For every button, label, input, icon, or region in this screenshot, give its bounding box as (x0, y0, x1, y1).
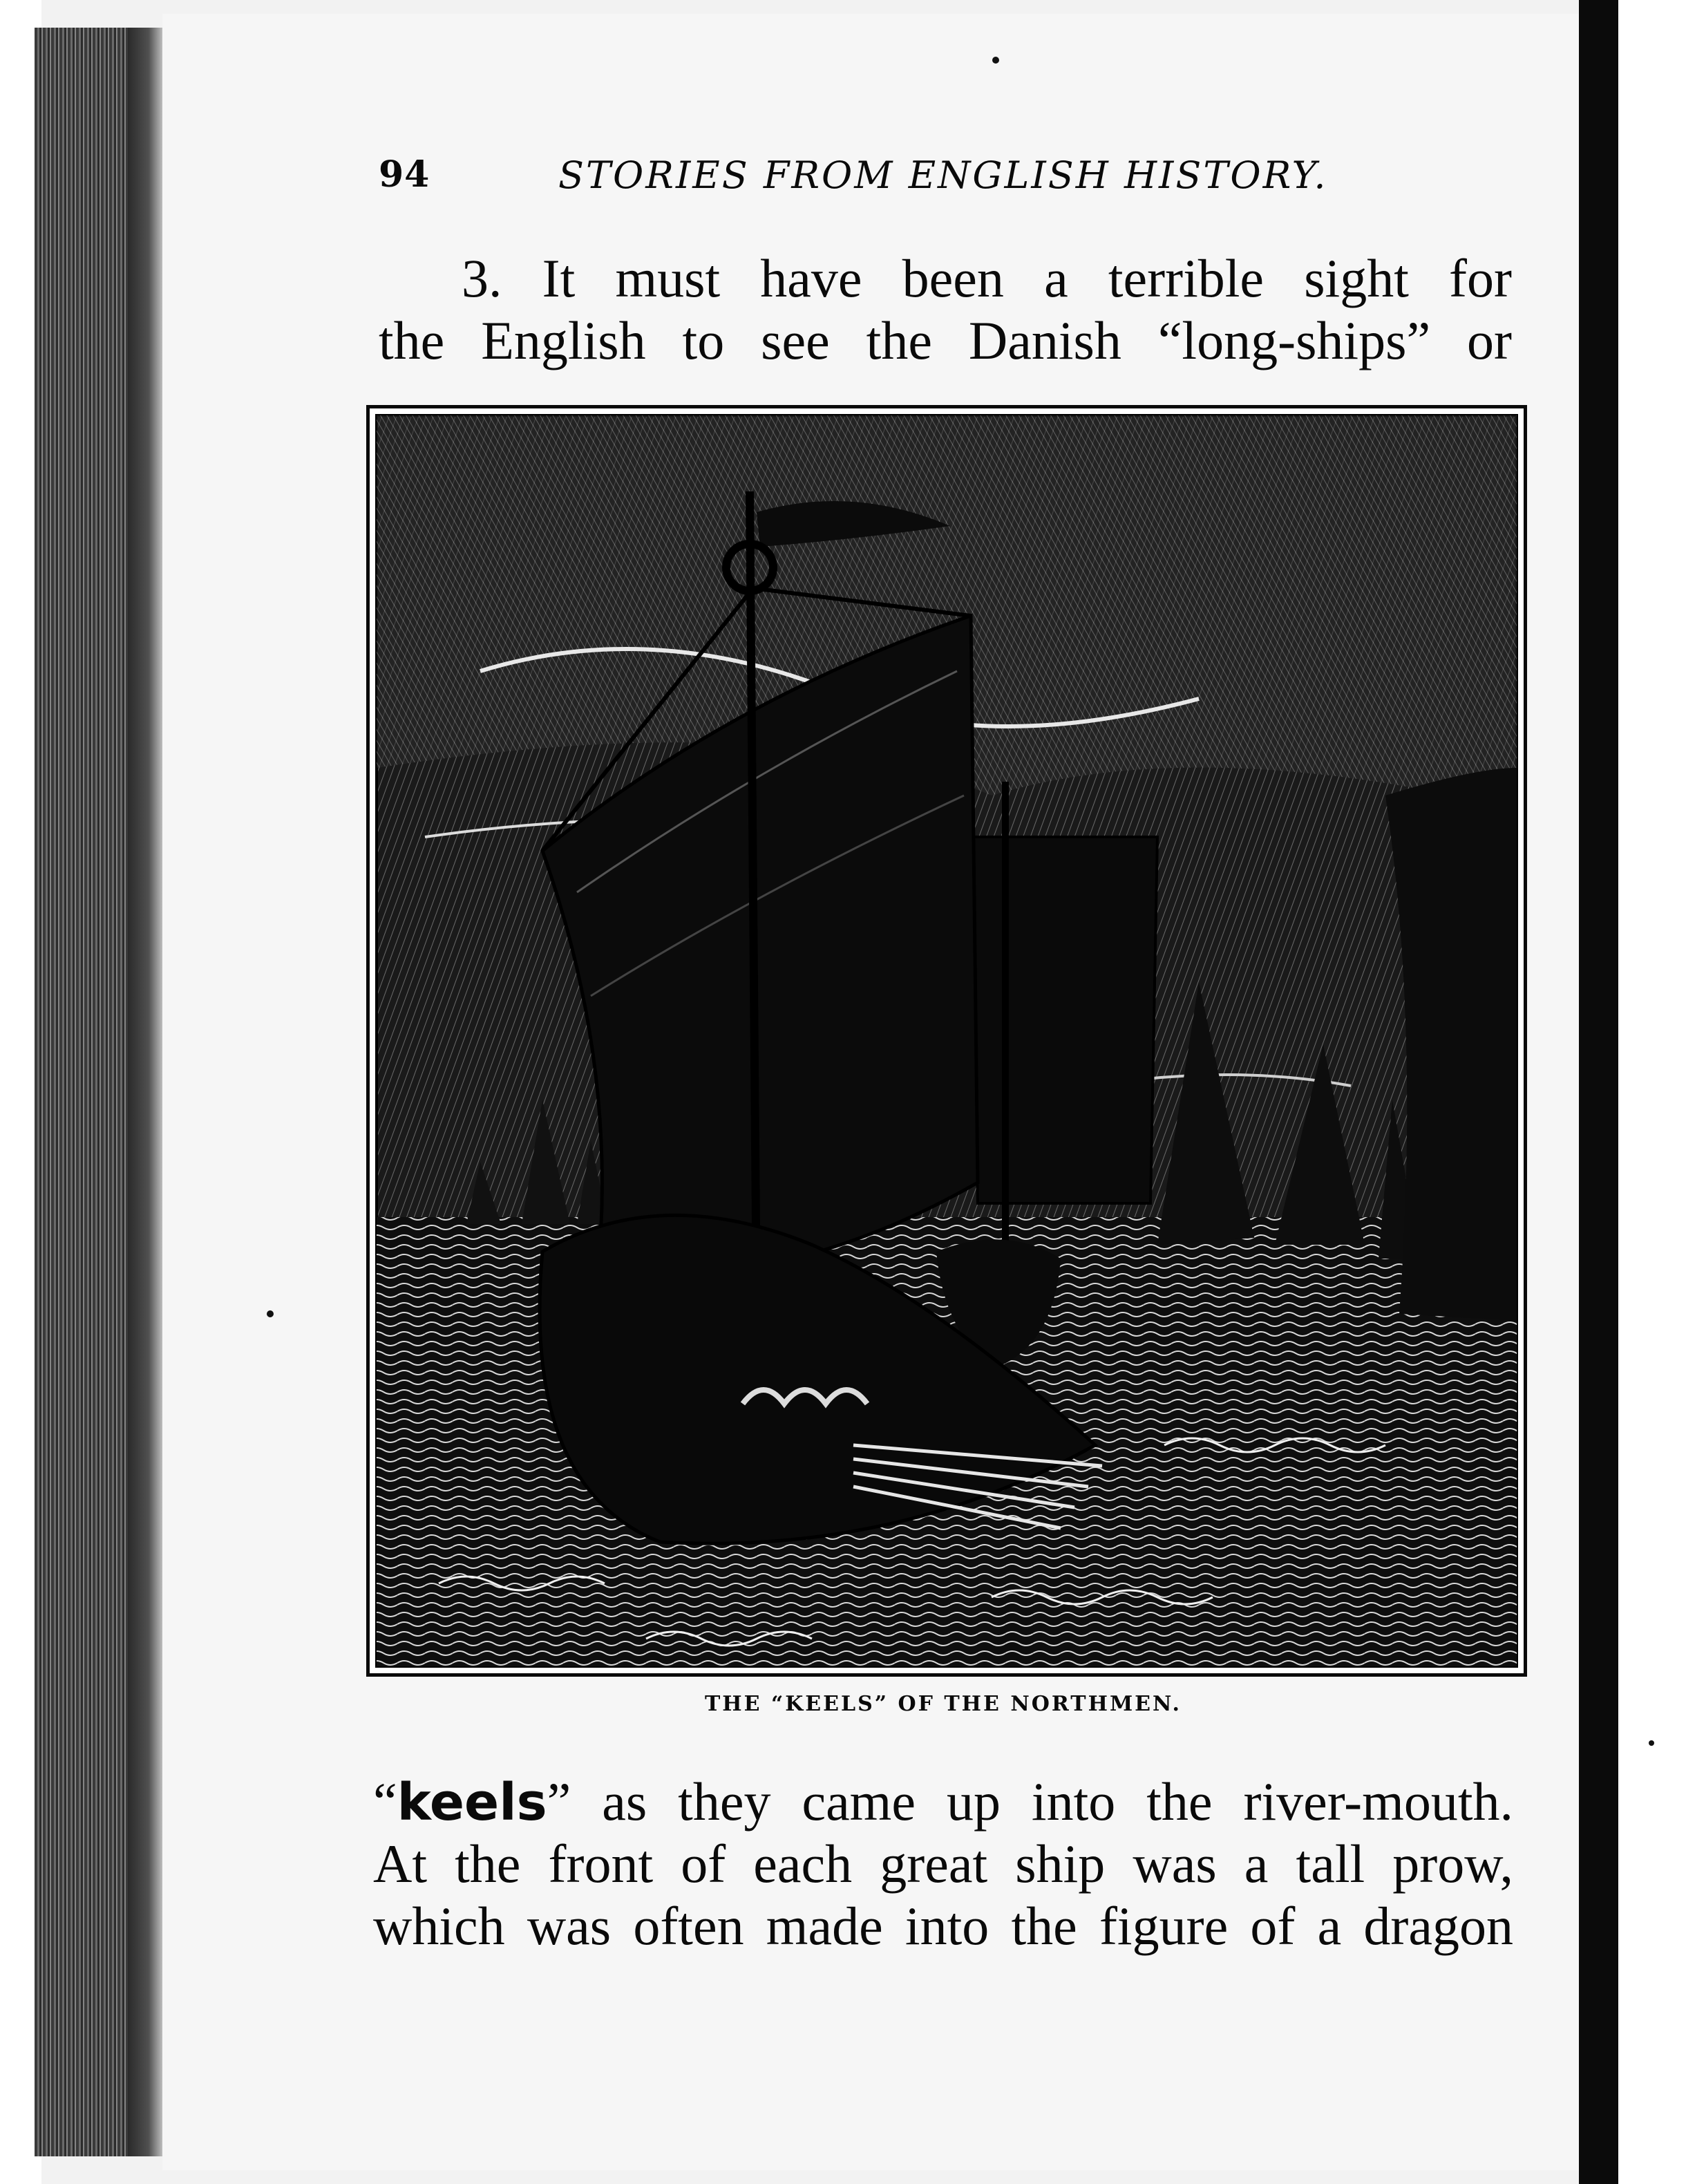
running-header (379, 153, 1346, 202)
text-line: At the front of each great ship was a tall prow, (373, 1834, 1513, 1894)
running-title: STORIES FROM ENGLISH HISTORY. (558, 153, 1328, 197)
text-line: which was often made into the figure of a dragon (373, 1896, 1513, 1956)
open-quote: “ (373, 1771, 397, 1832)
engraving-illustration (370, 408, 1524, 1673)
print-speck (1649, 1740, 1654, 1746)
text-line (373, 1771, 1513, 1833)
book-gutter-shadow (128, 28, 162, 2156)
figure-caption: THE “KEELS” OF THE NORTHMEN. (704, 1692, 1182, 1716)
text-line-rest: ” as they came up into the river-mouth. (547, 1771, 1513, 1832)
scan-margin-right (1610, 0, 1686, 2184)
paragraph-top (379, 247, 1512, 372)
page-number: 94 (379, 153, 430, 196)
bold-term-keels: keels (397, 1773, 547, 1832)
illustration-viking-ships (366, 405, 1527, 1677)
text-line: 3. It must have been a terrible sight for (462, 248, 1512, 308)
text-line: the English to see the Danish “long-ships” or (379, 310, 1512, 370)
print-speck (992, 57, 999, 64)
print-speck (267, 1310, 274, 1317)
paragraph-bottom (373, 1771, 1513, 1957)
